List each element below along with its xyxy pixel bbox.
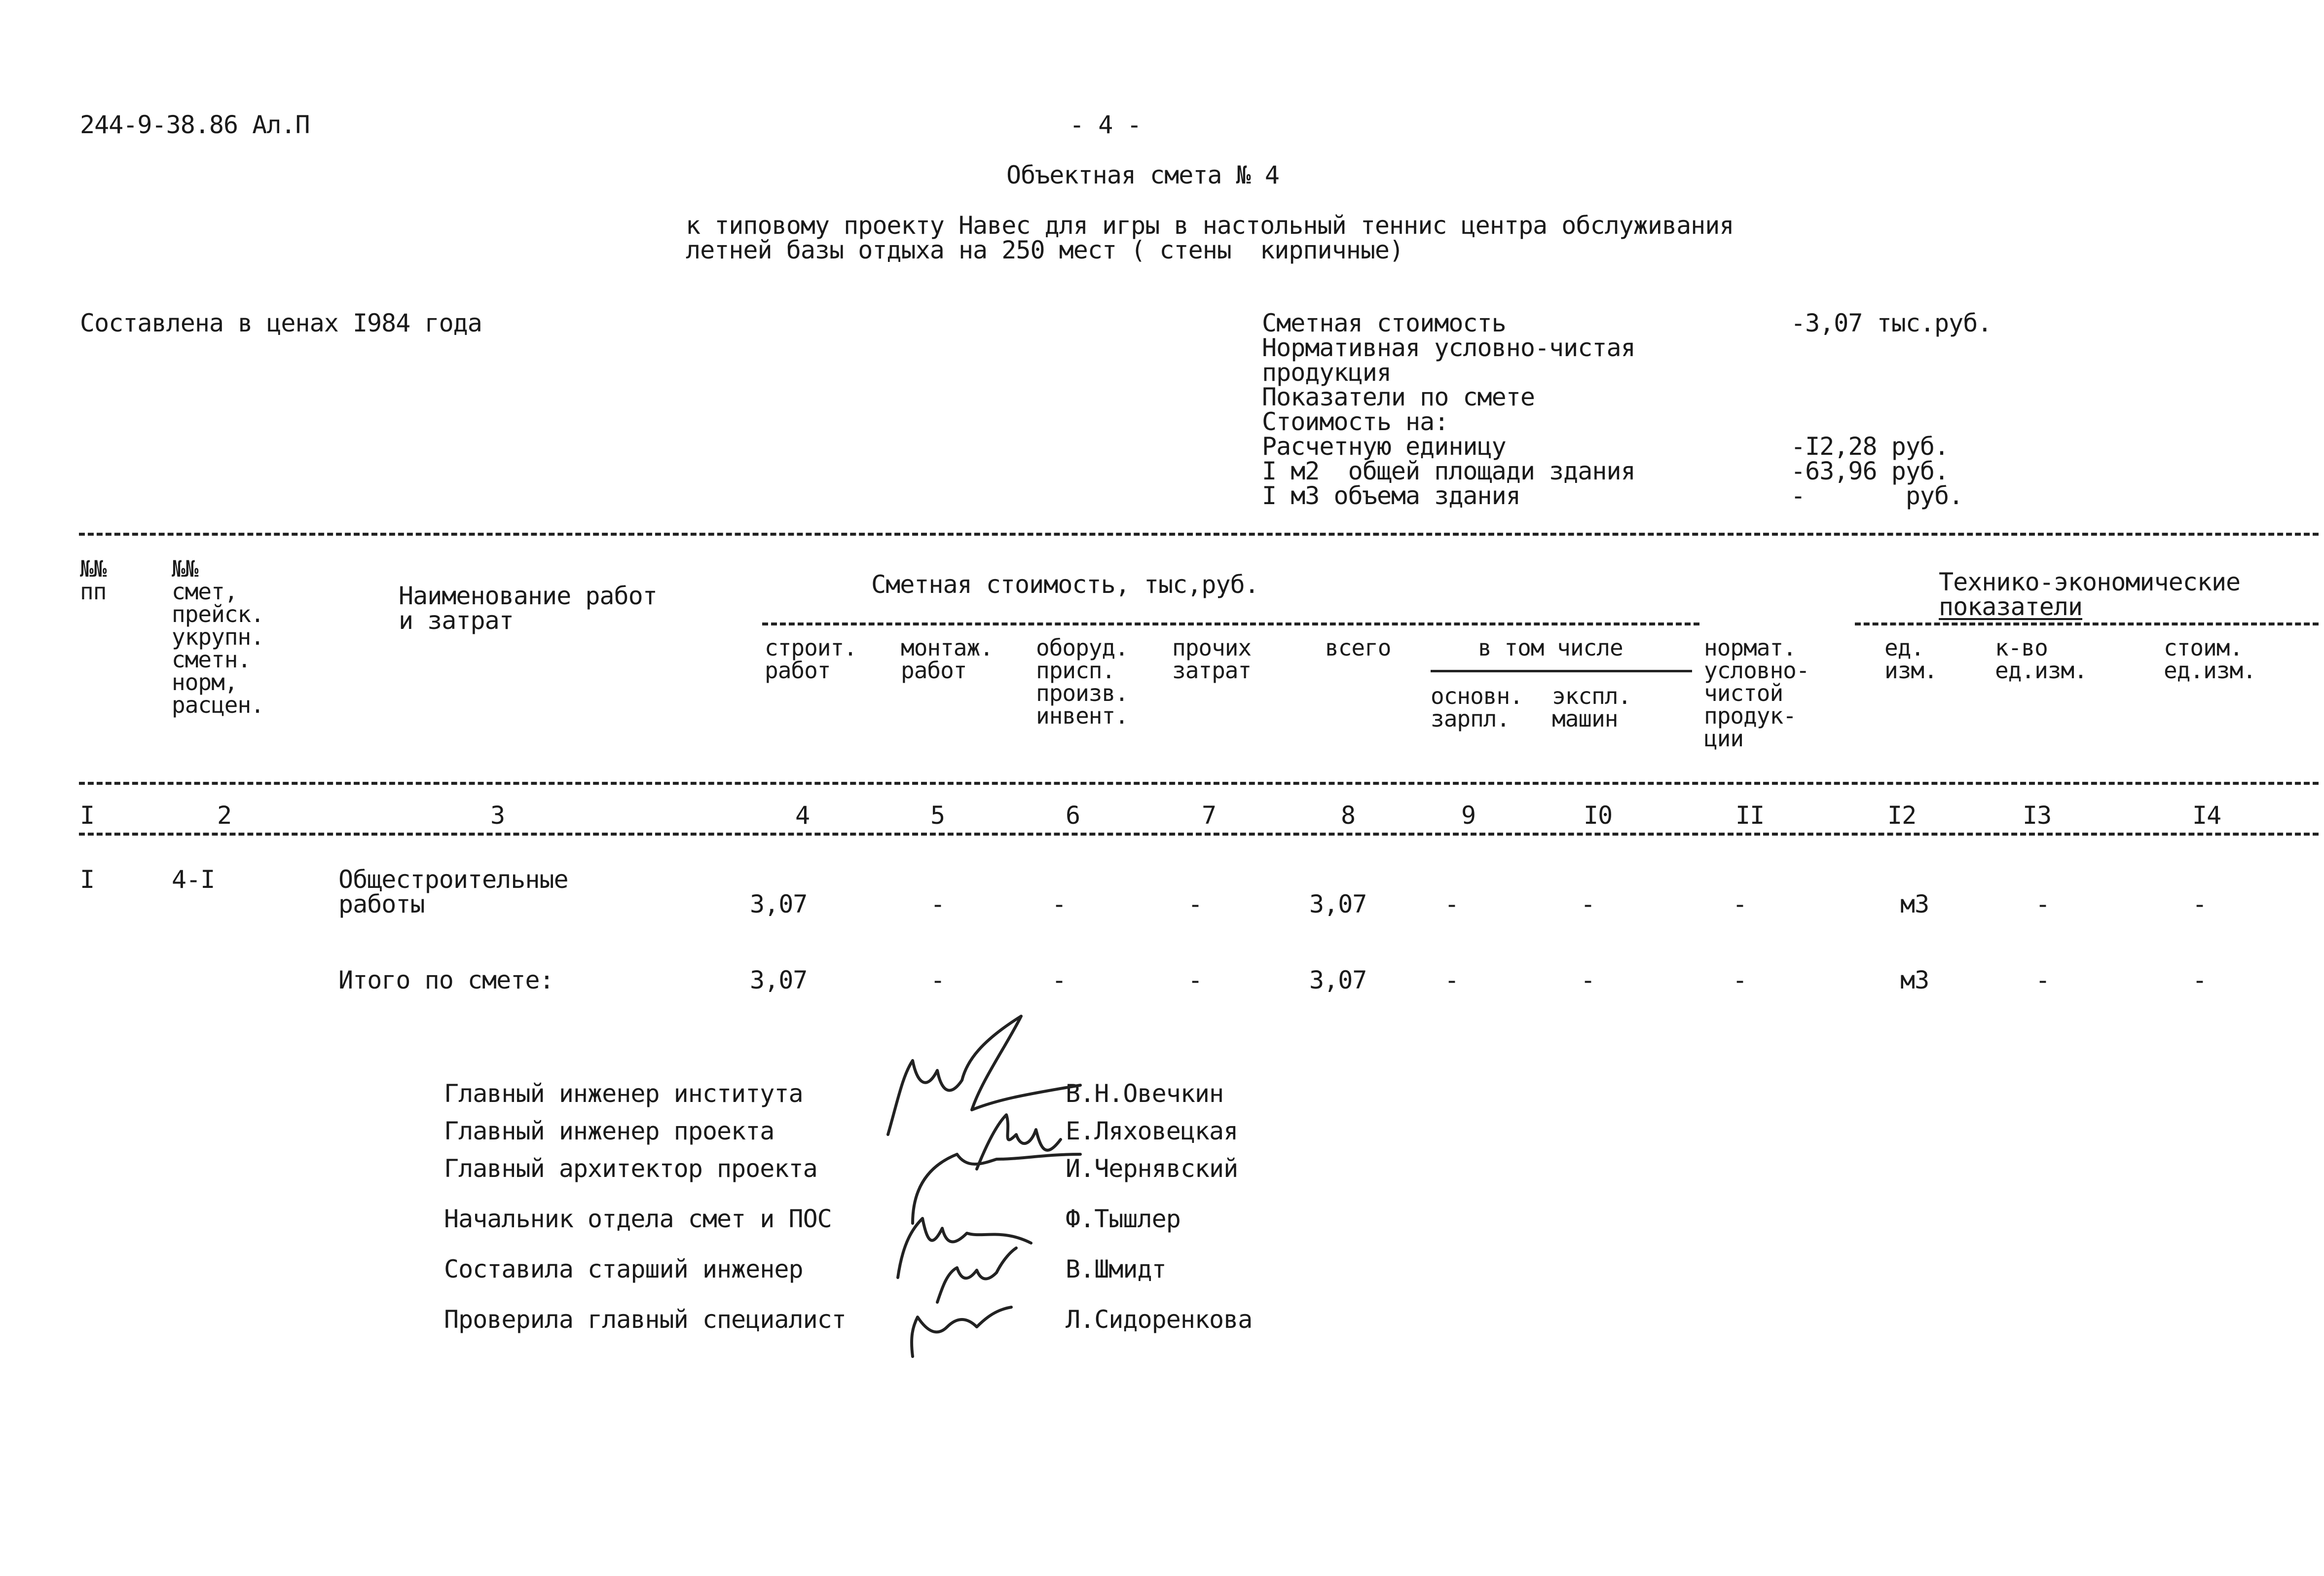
col-number: 8 <box>1341 801 1356 830</box>
row-number: I <box>80 865 95 894</box>
header-construction: строит. работ <box>765 634 857 684</box>
col-number: I4 <box>2192 801 2221 830</box>
total-equipment-cost: - <box>1052 966 1067 994</box>
cost-group-divider <box>762 623 1699 625</box>
signer-role: Главный архитектор проекта <box>444 1154 817 1183</box>
cost-on-label: Стоимость на: <box>1262 407 1449 436</box>
col-number: 9 <box>1461 801 1476 830</box>
col-number: 5 <box>930 801 945 830</box>
signer-name: В.Н.Овечкин <box>1066 1079 1224 1108</box>
row-normative: - <box>1733 890 1747 918</box>
row-other-cost: - <box>1188 890 1203 918</box>
estimated-cost-value: -3,07 тыс.руб. <box>1791 309 1992 337</box>
row-construction-cost: 3,07 <box>750 890 808 918</box>
signer-role: Главный инженер института <box>444 1079 803 1108</box>
header-unit: ед. изм. <box>1884 634 1937 684</box>
signer-role: Составила старший инженер <box>444 1255 803 1283</box>
estimated-cost-label: Сметная стоимость <box>1262 309 1506 337</box>
col-number: I0 <box>1584 801 1613 830</box>
col-number: I <box>80 801 95 830</box>
header-row-number: №№ пп <box>80 555 107 605</box>
header-quantity: к-во ед.изм. <box>1995 634 2087 684</box>
page-number: - 4 - <box>1070 110 1142 139</box>
signer-name: И.Чернявский <box>1066 1154 1238 1183</box>
row-estimate-code: 4-I <box>172 865 215 894</box>
total-row-label: Итого по смете: <box>338 966 554 994</box>
signer-role: Проверила главный специалист <box>444 1305 846 1334</box>
document-code: 244-9-38.86 Ал.П <box>80 110 310 139</box>
normative-label-1: Нормативная условно-чистая <box>1262 333 1635 362</box>
col-number: II <box>1735 801 1765 830</box>
signer-role: Начальник отдела смет и ПОС <box>444 1205 832 1233</box>
total-unit-cost: - <box>2192 966 2207 994</box>
including-group-rule <box>1431 670 1692 672</box>
row-unit-cost: - <box>2192 890 2207 918</box>
header-wages: основн. зарпл. <box>1431 683 1523 732</box>
header-other: прочих затрат <box>1172 634 1252 684</box>
row-equipment-cost: - <box>1052 890 1067 918</box>
row-installation-cost: - <box>930 890 945 918</box>
handwritten-signatures <box>883 1011 1090 1366</box>
header-tech-group: Технико-экономические <box>1939 568 2241 596</box>
total-construction-cost: 3,07 <box>750 966 808 994</box>
signer-name: В.Шмидт <box>1066 1255 1166 1283</box>
total-installation-cost: - <box>930 966 945 994</box>
m3-cost-value: - руб. <box>1791 481 1963 510</box>
tech-group-divider <box>1855 623 2319 625</box>
estimate-title: Объектная смета № 4 <box>1006 161 1279 189</box>
signer-role: Главный инженер проекта <box>444 1117 775 1145</box>
m2-cost-value: -63,96 руб. <box>1791 457 1949 485</box>
signer-name: Л.Сидоренкова <box>1066 1305 1253 1334</box>
row-total-cost: 3,07 <box>1309 890 1367 918</box>
header-total: всего <box>1325 634 1391 661</box>
total-other-cost: - <box>1188 966 1203 994</box>
total-machines: - <box>1581 966 1595 994</box>
header-installation: монтаж. работ <box>901 634 993 684</box>
indicators-label: Показатели по смете <box>1262 383 1535 411</box>
unit-cost-value: -I2,28 руб. <box>1791 432 1949 461</box>
row-work-name: Общестроительные работы <box>338 865 568 918</box>
total-wages: - <box>1444 966 1459 994</box>
unit-cost-label: Расчетную единицу <box>1262 432 1506 461</box>
header-including-group: в том числе <box>1478 634 1623 661</box>
project-subtitle-line1: к типовому проекту Навес для игры в настольный теннис центра обслуживания <box>686 211 1734 240</box>
total-total-cost: 3,07 <box>1309 966 1367 994</box>
header-cost-group: Сметная стоимость, тыс,руб. <box>871 570 1259 599</box>
col-number: I2 <box>1887 801 1917 830</box>
signer-name: Е.Ляховецкая <box>1066 1117 1238 1145</box>
row-unit: м3 <box>1900 890 1929 918</box>
project-subtitle-line2: летней базы отдыха на 250 мест ( стены кирпичные) <box>686 236 1404 264</box>
col-number: 4 <box>795 801 810 830</box>
table-top-divider <box>79 533 2319 536</box>
col-number: 2 <box>217 801 232 830</box>
total-quantity: - <box>2035 966 2050 994</box>
m3-cost-label: I м3 объема здания <box>1262 481 1520 510</box>
header-bottom-divider <box>79 782 2319 785</box>
header-equipment: оборуд. присп. произв. инвент. <box>1036 634 1128 729</box>
row-machines: - <box>1581 890 1595 918</box>
m2-cost-label: I м2 общей площади здания <box>1262 457 1635 485</box>
header-estimate-code: №№ смет, прейск. укрупн. сметн. норм, расцен. <box>172 555 264 718</box>
normative-label-2: продукция <box>1262 358 1391 387</box>
row-wages: - <box>1444 890 1459 918</box>
col-number: 7 <box>1202 801 1217 830</box>
signature-scribble <box>898 1218 1031 1278</box>
header-normative: нормат. условно- чистой продук- ции <box>1704 634 1809 752</box>
col-number: 3 <box>490 801 505 830</box>
header-tech-group-sub: показатели <box>1939 592 2083 621</box>
prices-year-note: Составлена в ценах I984 года <box>80 309 482 337</box>
total-unit: м3 <box>1900 966 1929 994</box>
signature-scribble <box>913 1154 1080 1223</box>
total-normative: - <box>1733 966 1747 994</box>
header-unit-cost: стоим. ед.изм. <box>2164 634 2256 684</box>
signer-name: Ф.Тышлер <box>1066 1205 1180 1233</box>
header-work-name: Наименование работ и затрат <box>399 582 657 635</box>
row-quantity: - <box>2035 890 2050 918</box>
signature-scribble <box>888 1016 1080 1135</box>
header-machines: экспл. машин <box>1552 683 1631 732</box>
col-number: 6 <box>1066 801 1080 830</box>
signature-scribble <box>912 1307 1011 1356</box>
col-number: I3 <box>2023 801 2052 830</box>
column-numbers-underline <box>79 833 2319 836</box>
signature-scribble <box>937 1248 1016 1302</box>
